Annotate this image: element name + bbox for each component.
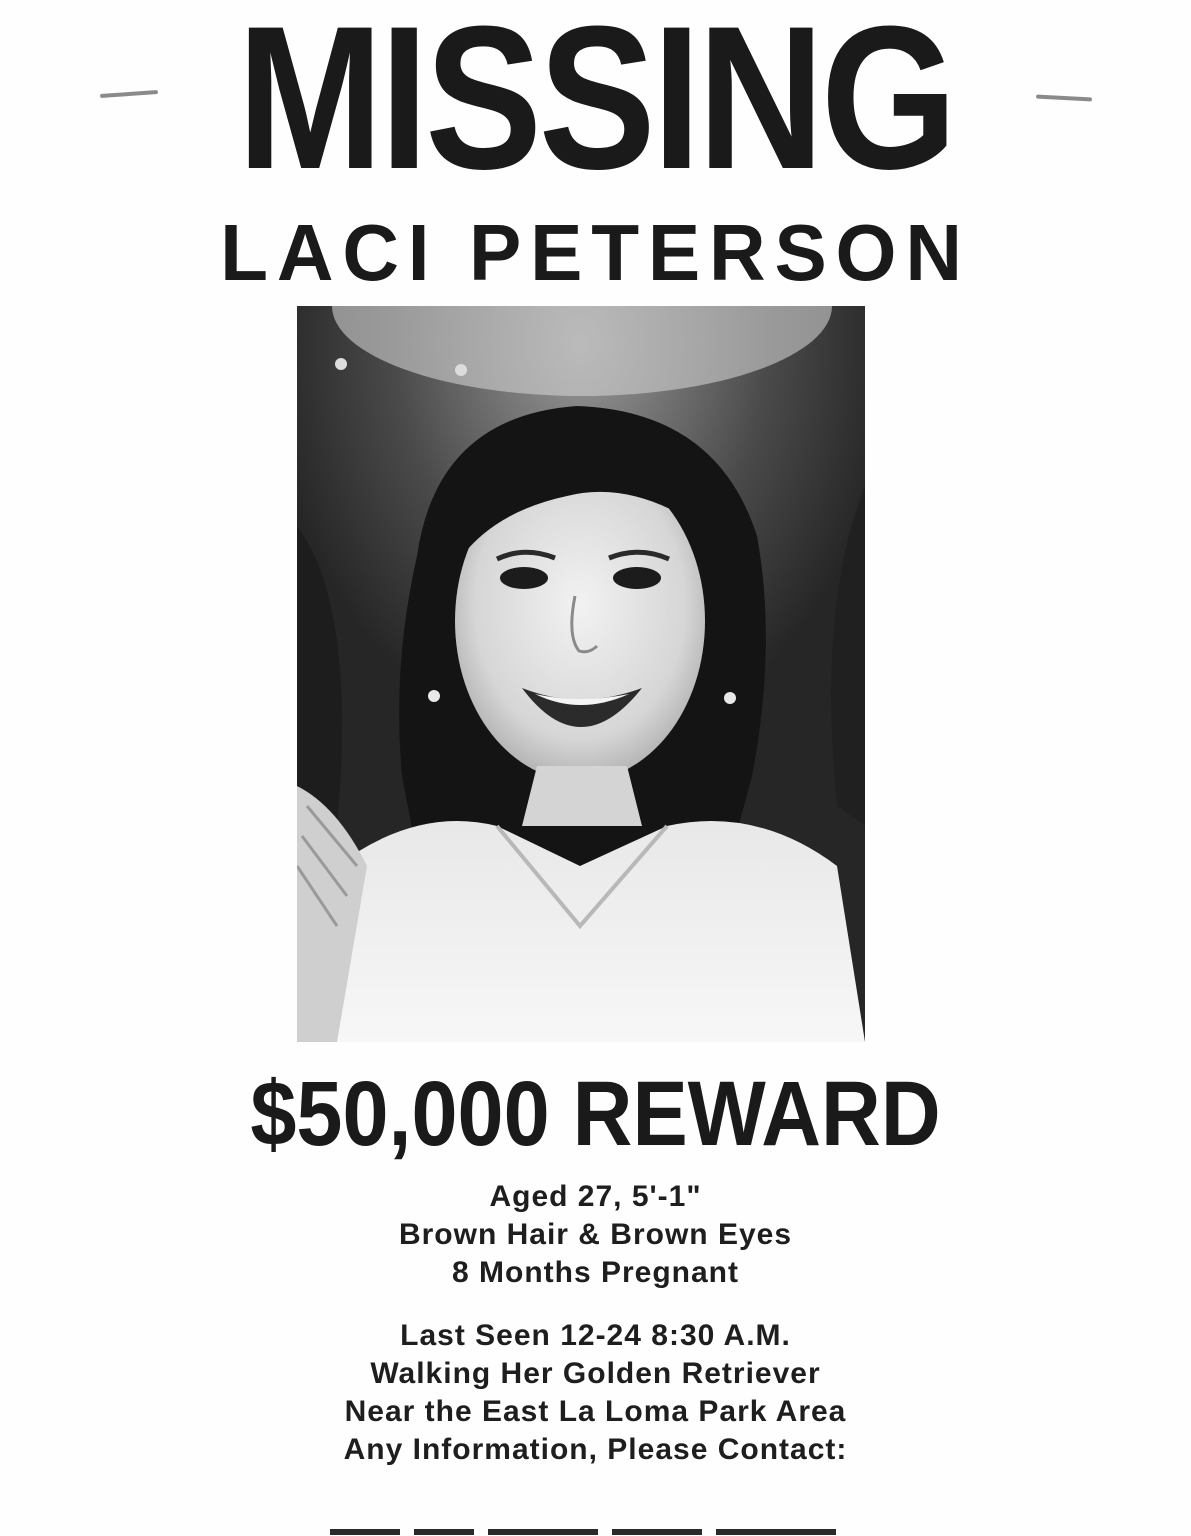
person-name: LACI PETERSON bbox=[220, 208, 971, 297]
last-seen-info bbox=[0, 1317, 1191, 1469]
missing-headline: MISSING bbox=[237, 0, 954, 212]
physical-description bbox=[0, 1178, 1191, 1292]
description-age-height: Aged 27, 5'-1" bbox=[489, 1180, 702, 1213]
reward-amount: $50,000 REWARD bbox=[250, 1063, 941, 1165]
person-photo bbox=[297, 306, 865, 1042]
last-seen-activity: Walking Her Golden Retriever bbox=[370, 1357, 821, 1390]
cut-off-contact-line bbox=[330, 1522, 890, 1536]
contact-prompt: Any Information, Please Contact: bbox=[343, 1433, 848, 1466]
last-seen-time: Last Seen 12-24 8:30 A.M. bbox=[400, 1319, 791, 1352]
description-pregnancy: 8 Months Pregnant bbox=[451, 1256, 739, 1289]
last-seen-location: Near the East La Loma Park Area bbox=[344, 1395, 847, 1428]
description-hair-eyes: Brown Hair & Brown Eyes bbox=[398, 1218, 793, 1251]
